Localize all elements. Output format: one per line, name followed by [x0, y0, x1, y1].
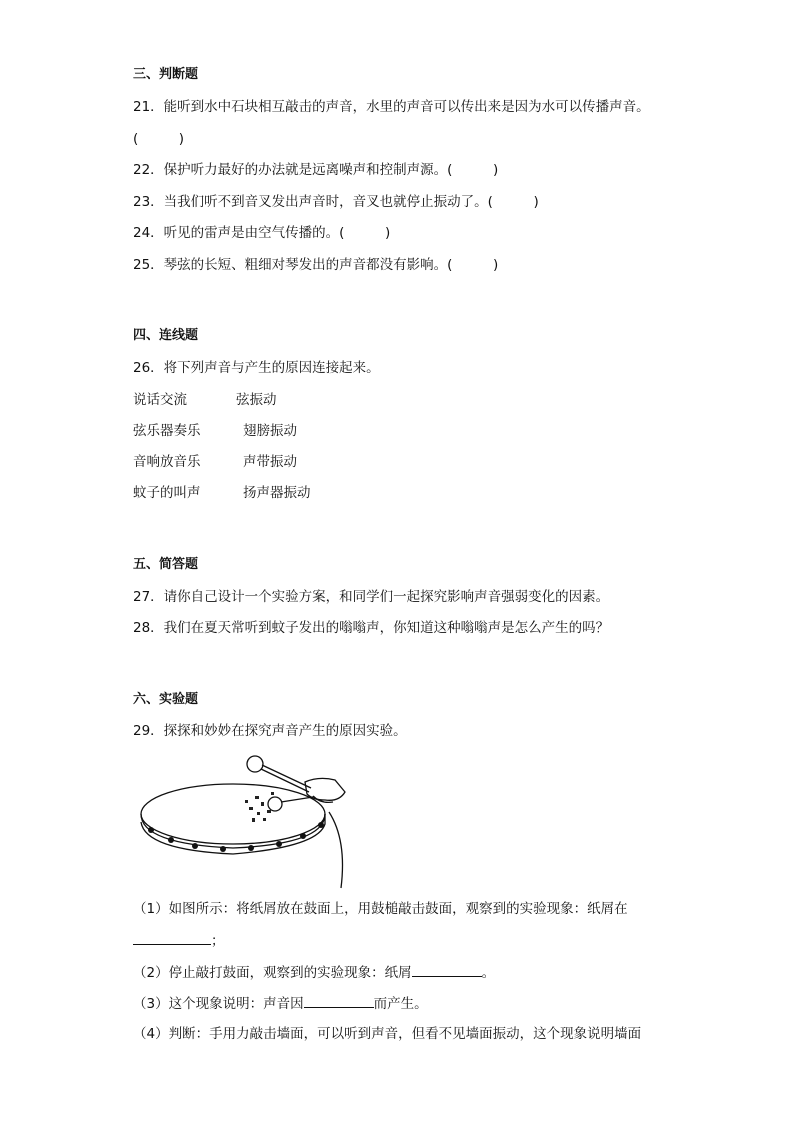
- question-23: 23．当我们听不到音叉发出声音时，音叉也就停止振动了。( ): [133, 194, 539, 210]
- question-26: 26．将下列声音与产生的原因连接起来。: [133, 360, 380, 376]
- question-29-part-4: （4）判断：手用力敲击墙面，可以听到声音，但看不见墙面振动，这个现象说明墙面: [133, 1026, 642, 1042]
- question-29-part-1: （1）如图所示：将纸屑放在鼓面上，用鼓槌敲击鼓面，观察到的实验现象：纸屑在: [133, 901, 628, 917]
- part-text: （2）停止敲打鼓面，观察到的实验现象：纸屑: [133, 965, 412, 981]
- punctuation: ；: [211, 933, 225, 949]
- section4-heading: 四、连线题: [133, 328, 199, 343]
- drum-experiment-illustration: [133, 752, 353, 890]
- section6-heading: 六、实验题: [133, 692, 199, 707]
- part-text: 而产生。: [373, 996, 428, 1012]
- match-left-item: 说话交流: [133, 392, 187, 408]
- question-22: 22．保护听力最好的办法就是远离噪声和控制声源。( ): [133, 162, 499, 178]
- question-29-part-1-answer-line: [133, 930, 225, 950]
- question-27: 27．请你自己设计一个实验方案，和同学们一起探究影响声音强弱变化的因素。: [133, 589, 610, 605]
- part-text: 。: [481, 965, 496, 981]
- question-25: 25．琴弦的长短、粗细对琴发出的声音都没有影响。( ): [133, 257, 499, 273]
- match-right-item: 声带振动: [243, 454, 297, 470]
- match-right-item: 弦振动: [236, 392, 277, 408]
- hand-holding-mallets: [305, 778, 345, 800]
- question-29-part-2: [133, 962, 495, 982]
- drum-mallet-head: [268, 797, 282, 811]
- drum-mallet-stick: [281, 797, 313, 802]
- drum-cord: [329, 812, 343, 888]
- section3-heading: 三、判断题: [133, 67, 199, 82]
- question-28: 28．我们在夏天常听到蚊子发出的嗡嗡声，你知道这种嗡嗡声是怎么产生的吗？: [133, 620, 610, 636]
- match-right-item: 翅膀振动: [243, 423, 297, 439]
- answer-blank[interactable]: [304, 993, 374, 1008]
- question-29: 29．探探和妙妙在探究声音产生的原因实验。: [133, 723, 407, 739]
- match-left-item: 蚊子的叫声: [133, 485, 201, 501]
- paper-scraps: [245, 792, 274, 822]
- drum-head: [141, 784, 325, 844]
- section5-heading: 五、简答题: [133, 557, 199, 572]
- answer-blank[interactable]: [133, 930, 211, 945]
- match-left-item: 弦乐器奏乐: [133, 423, 201, 439]
- match-left-item: 音响放音乐: [133, 454, 201, 470]
- match-right-item: 扬声器振动: [243, 485, 311, 501]
- question-21: 21．能听到水中石块相互敲击的声音，水里的声音可以传出来是因为水可以传播声音。: [133, 99, 650, 115]
- question-24: 24．听见的雷声是由空气传播的。( ): [133, 225, 391, 241]
- answer-blank[interactable]: [412, 962, 482, 977]
- question-29-part-3: [133, 993, 428, 1013]
- question-21-answer-paren: ( ): [133, 131, 185, 147]
- part-text: （3）这个现象说明：声音因: [133, 996, 304, 1012]
- drum-mallet-head: [247, 756, 263, 772]
